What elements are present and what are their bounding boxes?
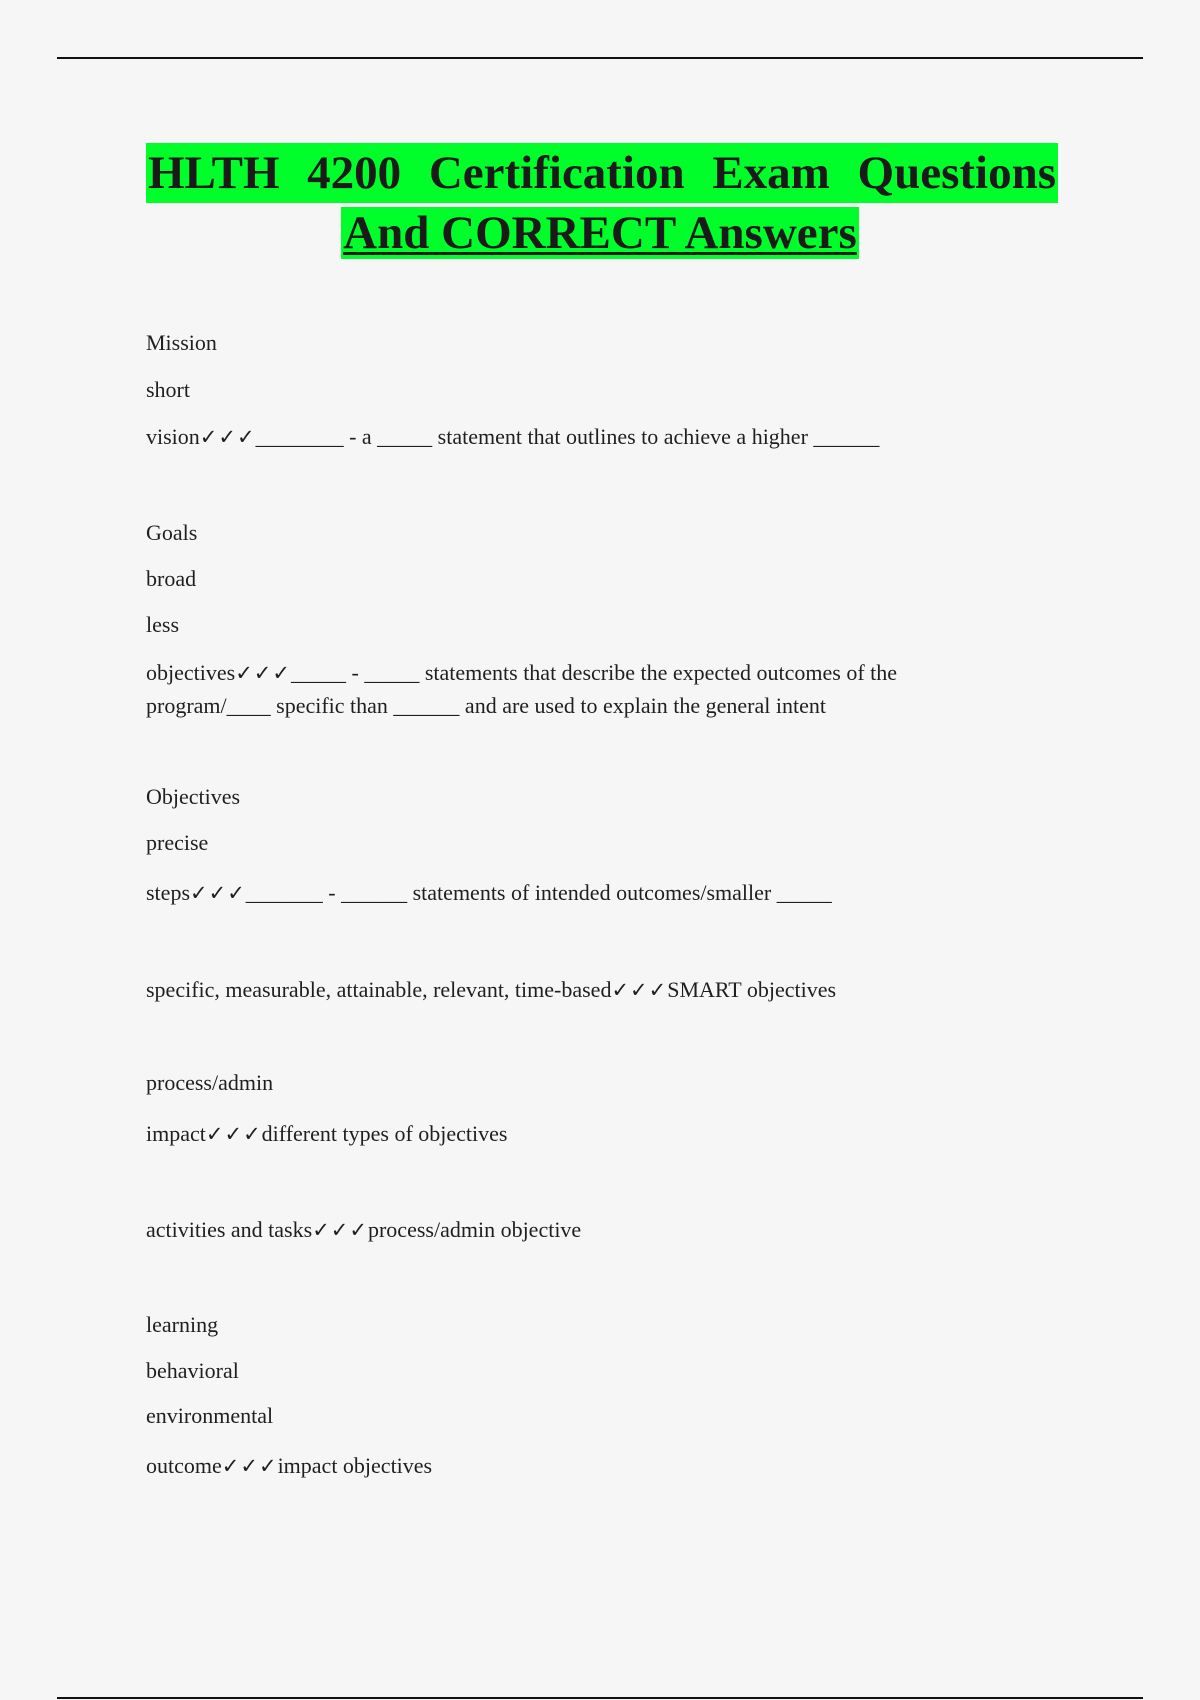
text-line: specific, measurable, attainable, relevant, time-based✓✓✓SMART objectives (146, 977, 837, 1002)
header-rule (57, 57, 1143, 59)
text-line: short (146, 377, 190, 402)
checkmark-icon: ✓✓✓ (611, 978, 668, 1002)
text-line: environmental (146, 1403, 274, 1428)
text-line: behavioral (146, 1358, 239, 1383)
checkmark-icon: ✓✓✓ (312, 1218, 368, 1242)
text-line: Objectives (146, 784, 241, 809)
text-line: activities and tasks✓✓✓process/admin objective (146, 1217, 582, 1242)
checkmark-icon: ✓✓✓ (199, 425, 256, 449)
text-line: objectives✓✓✓_____ - _____ statements that describe the expected outcomes of the (146, 660, 898, 685)
checkmark-icon: ✓✓✓ (205, 1122, 262, 1146)
document-title (146, 143, 1054, 263)
text-line: vision✓✓✓________ - a _____ statement that outlines to achieve a higher ______ (146, 424, 880, 449)
checkmark-icon: ✓✓✓ (221, 1454, 278, 1478)
text-line: program/____ specific than ______ and are used to explain the general intent (146, 693, 826, 718)
checkmark-icon: ✓✓✓ (190, 881, 246, 905)
text-line: less (146, 612, 179, 637)
title-line-2: And CORRECT Answers (343, 207, 857, 259)
text-line: Mission (146, 330, 217, 355)
text-line: outcome✓✓✓impact objectives (146, 1453, 433, 1478)
text-line: Goals (146, 520, 198, 545)
text-line: process/admin (146, 1070, 274, 1095)
checkmark-icon: ✓✓✓ (235, 661, 291, 685)
text-line: impact✓✓✓different types of objectives (146, 1121, 508, 1146)
text-line: learning (146, 1312, 219, 1337)
text-line: steps✓✓✓_______ - ______ statements of intended outcomes/smaller _____ (146, 880, 832, 905)
title-line-1: HLTH 4200 Certification Exam Questions (146, 143, 1058, 203)
text-line: precise (146, 830, 209, 855)
footer-rule (57, 1697, 1143, 1699)
text-line: broad (146, 566, 197, 591)
